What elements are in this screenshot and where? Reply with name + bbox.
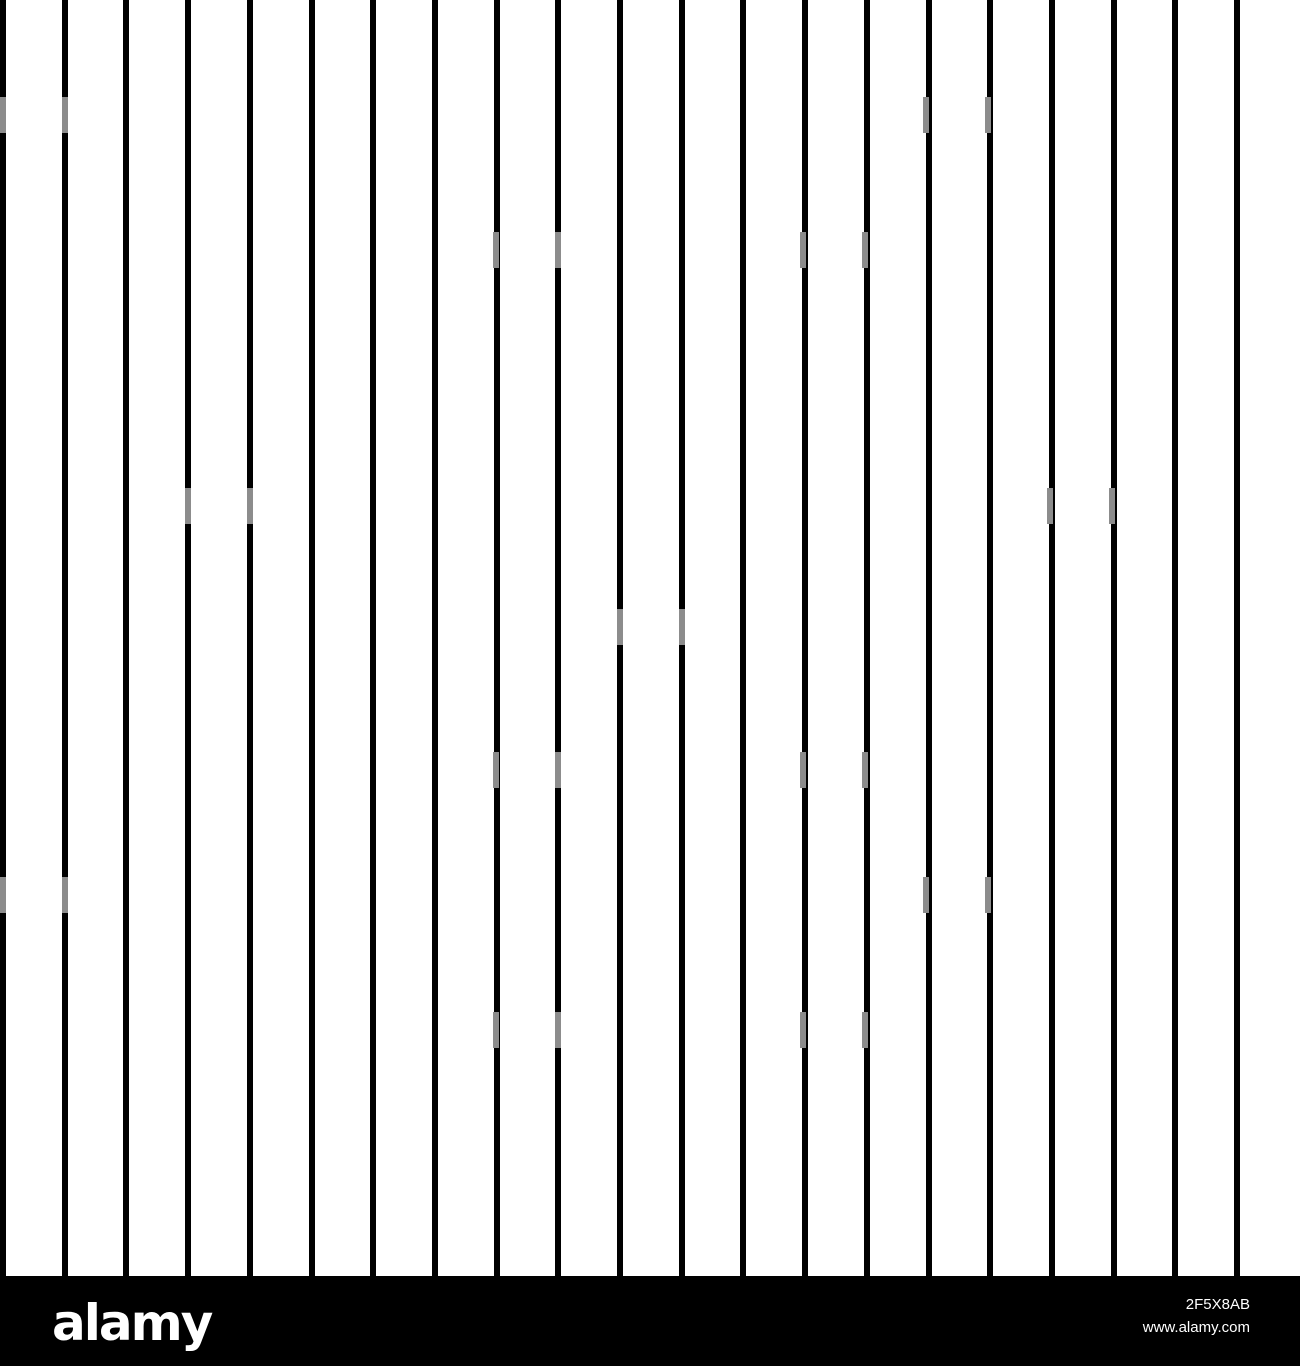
watermark-fragment: [493, 1012, 563, 1048]
black-stripe: [123, 0, 129, 1276]
watermark-fragment: [800, 752, 870, 788]
black-stripe: [309, 0, 315, 1276]
black-stripe: [926, 0, 932, 1276]
black-stripe: [555, 0, 561, 1276]
black-stripe: [1111, 0, 1117, 1276]
watermark-fragment: [493, 232, 563, 268]
black-stripe: [1234, 0, 1240, 1276]
black-stripe: [62, 0, 68, 1276]
black-stripe: [0, 0, 6, 1276]
watermark-fragment: [185, 488, 255, 524]
watermark-fragment: [0, 877, 70, 913]
black-stripe: [370, 0, 376, 1276]
watermark-fragment: [923, 97, 993, 133]
black-stripe: [740, 0, 746, 1276]
watermark-footer-bar: [0, 1276, 1300, 1366]
black-stripe: [802, 0, 808, 1276]
black-stripe: [987, 0, 993, 1276]
watermark-fragment: [617, 609, 687, 645]
image-id-label: 2F5X8AB: [1185, 1296, 1250, 1313]
black-stripe: [679, 0, 685, 1276]
black-stripe: [432, 0, 438, 1276]
black-stripe: [1049, 0, 1055, 1276]
black-stripe: [247, 0, 253, 1276]
website-label: www.alamy.com: [1142, 1319, 1250, 1336]
black-stripe: [185, 0, 191, 1276]
watermark-fragment: [493, 752, 563, 788]
black-stripe: [494, 0, 500, 1276]
watermark-fragment: [800, 1012, 870, 1048]
black-stripe: [864, 0, 870, 1276]
black-stripe: [1172, 0, 1178, 1276]
watermark-fragment: [1047, 488, 1117, 524]
watermark-fragment: [800, 232, 870, 268]
watermark-fragment: [0, 97, 70, 133]
alamy-logo: alamy: [52, 1294, 212, 1352]
watermark-fragment: [923, 877, 993, 913]
black-stripe: [617, 0, 623, 1276]
